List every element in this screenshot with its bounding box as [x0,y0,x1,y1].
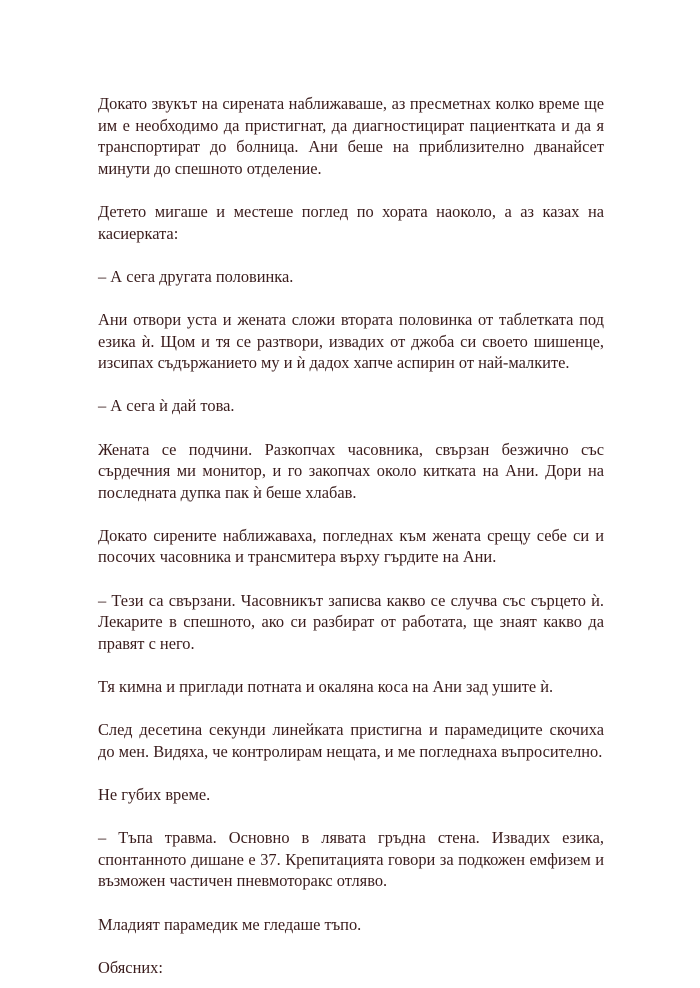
paragraph-6: Жената се подчини. Разкопчах часовника, свързан безжично със сърдечния ми монитор, и го закопчах около китката на Ани. Дори на последната дупка пак ѝ беше хлабав. [98,439,604,502]
paragraph-13: Младият парамедик ме гледаше тъпо. [98,914,362,934]
paragraph-1: Докато звукът на сирената наближаваше, аз пресметнах колко време ще им е необходимо да пристигнат, да диагностицират пациентката и да я транспортират до болница. Ани беше на приблизително дванайсет минути до спешното отделение. [98,94,604,178]
paragraph-7: Докато сирените наближаваха, погледнах към жената срещу себе си и посочих часовника и трансмитера върху гърдите на Ани. [98,525,604,567]
paragraph-9: Тя кимна и приглади потната и окаляна коса на Ани зад ушите ѝ. [98,677,554,697]
paragraph-14: Обясних: [98,957,163,977]
paragraph-11: Не губих време. [98,785,211,804]
paragraph-4: Ани отвори уста и жената сложи втората половинка от таблетката под езика ѝ. Щом и тя се разтвори, извадих от джоба си своето шишенце, изсипах съдържанието му и ѝ дадох хапче аспирин от най-малките. [98,309,604,373]
document-page [98,93,604,978]
paragraph-2: Детето мигаше и местеше поглед по хората наоколо, а аз казах на касиерката: [98,201,604,243]
paragraph-12: – Тъпа травма. Основно в лявата гръдна стена. Извадих езика, спонтанното дишане е 37. Крепитацията говори за подкожен емфизем и възможен частичен пневмоторакс отляво. [98,828,604,891]
paragraph-8: – Тези са свързани. Часовникът записва какво се случва със сърцето ѝ. Лекарите в спешното, ако си разбират от работата, ще знаят какво да правят с него. [98,590,604,653]
paragraph-5: – А сега ѝ дай това. [98,396,235,416]
paragraph-10: След десетина секунди линейката пристигна и парамедиците скочиха до мен. Видяха, че контролирам нещата, и ме погледнаха въпросително. [98,720,604,761]
paragraph-3: – А сега другата половинка. [98,266,294,286]
